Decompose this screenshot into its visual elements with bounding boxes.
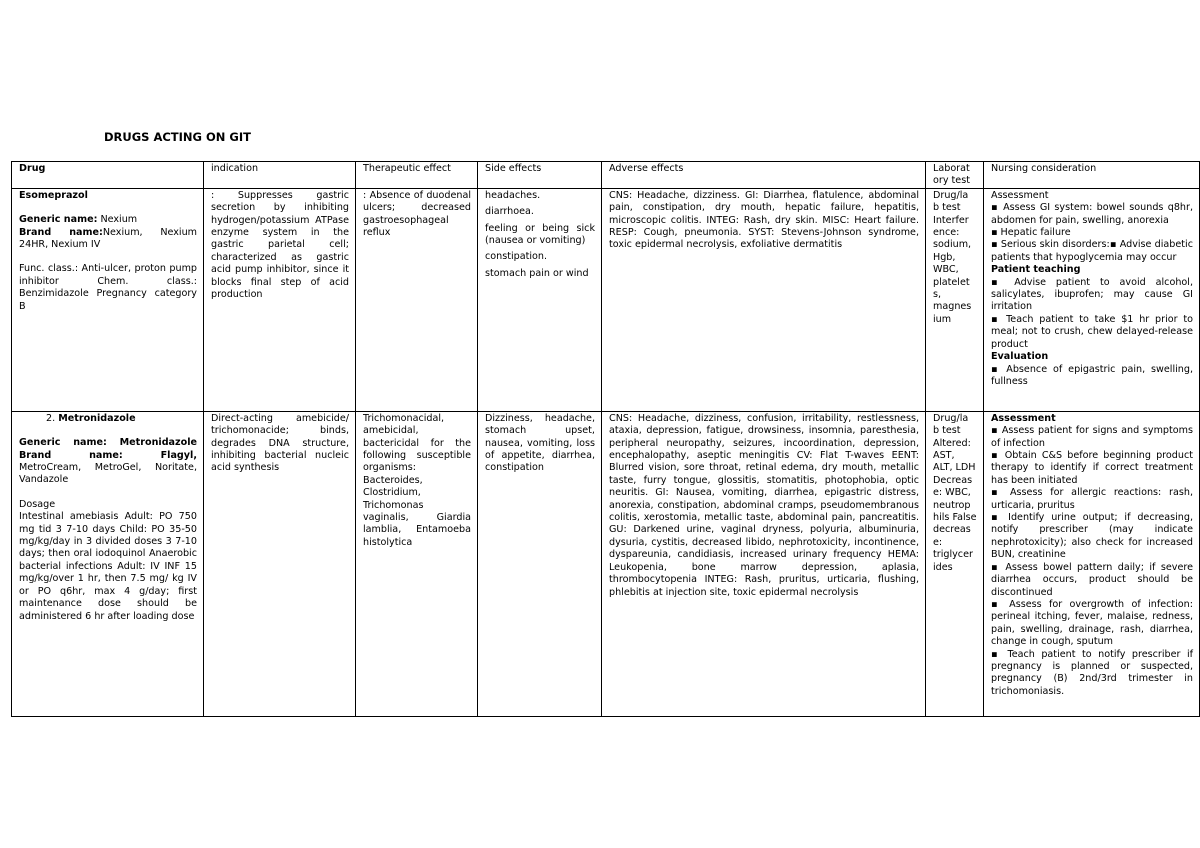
nursing-item: ▪ Serious skin disorders:▪ Advise diabetic patients that hypoglycemia may occur xyxy=(991,239,1193,263)
side-effect-item: constipation. xyxy=(485,251,548,263)
drug-table xyxy=(11,161,1200,717)
document-title: DRUGS ACTING ON GIT xyxy=(104,130,251,144)
dosage-text: Intestinal amebiasis Adult: PO 750 mg tid 3 7-10 days Child: PO 35-50 mg/kg/day in 3 divided doses 3 7-10 days; then oral iodoquinol Anaerobic bacterial infections Adult: IV INF 15 mg/kg/over 1 hr, then 7.5 mg/ kg IV or PO q6hr, max 4 g/day; first maintenance dose should be administered 6 hr after loading dose xyxy=(19,511,197,622)
evaluation-label: Evaluation xyxy=(991,351,1049,363)
side-effect-item: feeling or being sick (nausea or vomiting) xyxy=(485,222,595,247)
therapeutic-cell: : Absence of duodenal ulcers; decreased gastroesophageal reflux xyxy=(356,188,478,411)
adverse-effects-cell: CNS: Headache, dizziness, confusion, irritability, restlessness, ataxia, depression, fatigue, drowsiness, insomnia, paresthesia, peripheral neuropathy, seizures, incoordination, depression, encephalopathy, aseptic meningitis CV: Flat T-waves EENT: Blurred vision, sore throat, retinal edema, dry mouth, metallic taste, furry tongue, glossitis, stomatitis, photophobia, optic neuritis. GI: Nausea, vomiting, diarrhea, epigastric distress, anorexia, constipation, abdominal cramps, pseudomembranous colitis, xerostomia, metallic taste, abdominal pain, pancreatitis. GU: Darkened urine, vaginal dryness, polyuria, albuminuria, dysuria, cystitis, decreased libido, nephrotoxicity, incontinence, dyspareunia, candidiasis, increased urinary frequency HEMA: Leukopenia, bone marrow depression, aplasia, thrombocytopenia INTEG: Rash, pruritus, urticaria, flushing, phlebitis at injection site, toxic epidermal necrolysis xyxy=(602,411,926,716)
side-effect-item: headaches. xyxy=(485,189,541,201)
header-row xyxy=(12,162,1200,189)
drug-name: Metronidazole xyxy=(58,412,136,424)
nursing-cell xyxy=(984,188,1200,411)
adverse-effects-cell: CNS: Headache, dizziness. GI: Diarrhea, flatulence, abdominal pain, constipation, dry mouth, hepatic failure, hepatitis, microscopic colitis. INTEG: Rash, dry skin. MISC: Heart failure. RESP: Cough, pneumonia. SYST: Stevens-Johnson syndrome, toxic epidermal necrolysis, exfoliative dermatitis xyxy=(602,188,926,411)
nursing-item: ▪ Teach patient to take $1 hr prior to meal; not to crush, chew delayed-release product xyxy=(991,313,1193,350)
drug-cell xyxy=(12,411,204,716)
assessment-label: Assessment xyxy=(991,189,1049,201)
generic-label: Generic name: Metronidazole xyxy=(19,437,197,449)
func-class: Func. class.: Anti-ulcer, proton pump inhibitor Chem. class.: Benzimidazole Pregnancy category B xyxy=(19,263,197,312)
nursing-item: ▪ Assess GI system: bowel sounds q8hr, abdomen for pain, swelling, anorexia xyxy=(991,202,1193,226)
nursing-item: ▪ Absence of epigastric pain, swelling, fullness xyxy=(991,363,1193,387)
nursing-item: ▪ Obtain C&S before beginning product therapy to identify if correct treatment has been initiated xyxy=(991,450,1193,486)
nursing-item: ▪ Identify urine output; if decreasing, notify prescriber (may indicate nephrotoxicity); also check for increased BUN, creatinine xyxy=(991,512,1193,561)
lab-test-cell: Drug/la b test Interfer ence: sodium, Hgb, WBC, platelet s, magnes ium xyxy=(926,188,984,411)
nursing-item: ▪ Assess for overgrowth of infection: perineal itching, fever, malaise, redness, pain, swelling, drainage, rash, diarrhea, change in cough, sputum xyxy=(991,598,1193,648)
header-adverse-effects: Adverse effects xyxy=(602,162,926,189)
nursing-item: ▪ Hepatic failure xyxy=(991,227,1071,239)
side-effects-cell: Dizziness, headache, stomach upset, nausea, vomiting, loss of appetite, diarrhea, constipation xyxy=(478,411,602,716)
table-row xyxy=(12,188,1200,411)
nursing-item: ▪ Advise patient to avoid alcohol, salicylates, ibuprofen; may cause GI irritation xyxy=(991,276,1193,313)
therapeutic-cell: Trichomonacidal, amebicidal, bactericidal for the following susceptible organisms: Bacteroides, Clostridium, Trichomonas vaginalis, Giardia lamblia, Entamoeba histolytica xyxy=(356,411,478,716)
header-drug: Drug xyxy=(12,162,204,189)
lab-test-cell: Drug/la b test Altered: AST, ALT, LDH Decreas e: WBC, neutrop hils False decreas e: triglycer ides xyxy=(926,411,984,716)
generic-value: Nexium xyxy=(97,214,138,226)
header-therapeutic-effect: Therapeutic effect xyxy=(356,162,478,189)
header-indication: indication xyxy=(204,162,356,189)
indication-cell: Direct-acting amebicide/ trichomonacide; binds, degrades DNA structure, inhibiting bacterial nucleic acid synthesis xyxy=(204,411,356,716)
dosage-label: Dosage xyxy=(19,498,56,510)
indication-cell: : Suppresses gastric secretion by inhibiting hydrogen/potassium ATPase enzyme system in the gastric parietal cell; characterized as gastric acid pump inhibitor, since it blocks final step of acid production xyxy=(204,188,356,411)
side-effect-item: diarrhoea. xyxy=(485,206,534,218)
nursing-item: ▪ Assess patient for signs and symptoms of infection xyxy=(991,425,1193,449)
header-nursing-consideration: Nursing consideration xyxy=(984,162,1200,189)
nursing-item: ▪ Assess for allergic reactions: rash, urticaria, pruritus xyxy=(991,487,1193,511)
assessment-label: Assessment xyxy=(991,412,1056,424)
brand-value: MetroCream, MetroGel, Noritate, Vandazole xyxy=(19,462,197,486)
header-lab-test: Laborat ory test xyxy=(926,162,984,189)
drug-cell xyxy=(12,188,204,411)
side-effects-cell xyxy=(478,188,602,411)
brand-value: Nexium, Nexium 24HR, Nexium IV xyxy=(19,226,197,251)
table-row xyxy=(12,411,1200,716)
patient-teaching-label: Patient teaching xyxy=(991,264,1081,276)
brand-label: Brand name: Flagyl, xyxy=(19,449,197,461)
side-effect-item: stomach pain or wind xyxy=(485,267,589,279)
generic-label: Generic name: xyxy=(19,214,98,226)
header-side-effects: Side effects xyxy=(478,162,602,189)
brand-label: Brand name: xyxy=(19,226,103,238)
drug-name: Esomeprazol xyxy=(19,189,88,201)
drug-number: 2. xyxy=(46,412,59,424)
nursing-item: ▪ Teach patient to notify prescriber if pregnancy is planned or suspected, pregnancy (B) 2nd/3rd trimester in trichomoniasis. xyxy=(991,648,1193,697)
nursing-cell xyxy=(984,411,1200,716)
nursing-item: ▪ Assess bowel pattern daily; if severe diarrhea occurs, product should be discontinued xyxy=(991,561,1193,598)
